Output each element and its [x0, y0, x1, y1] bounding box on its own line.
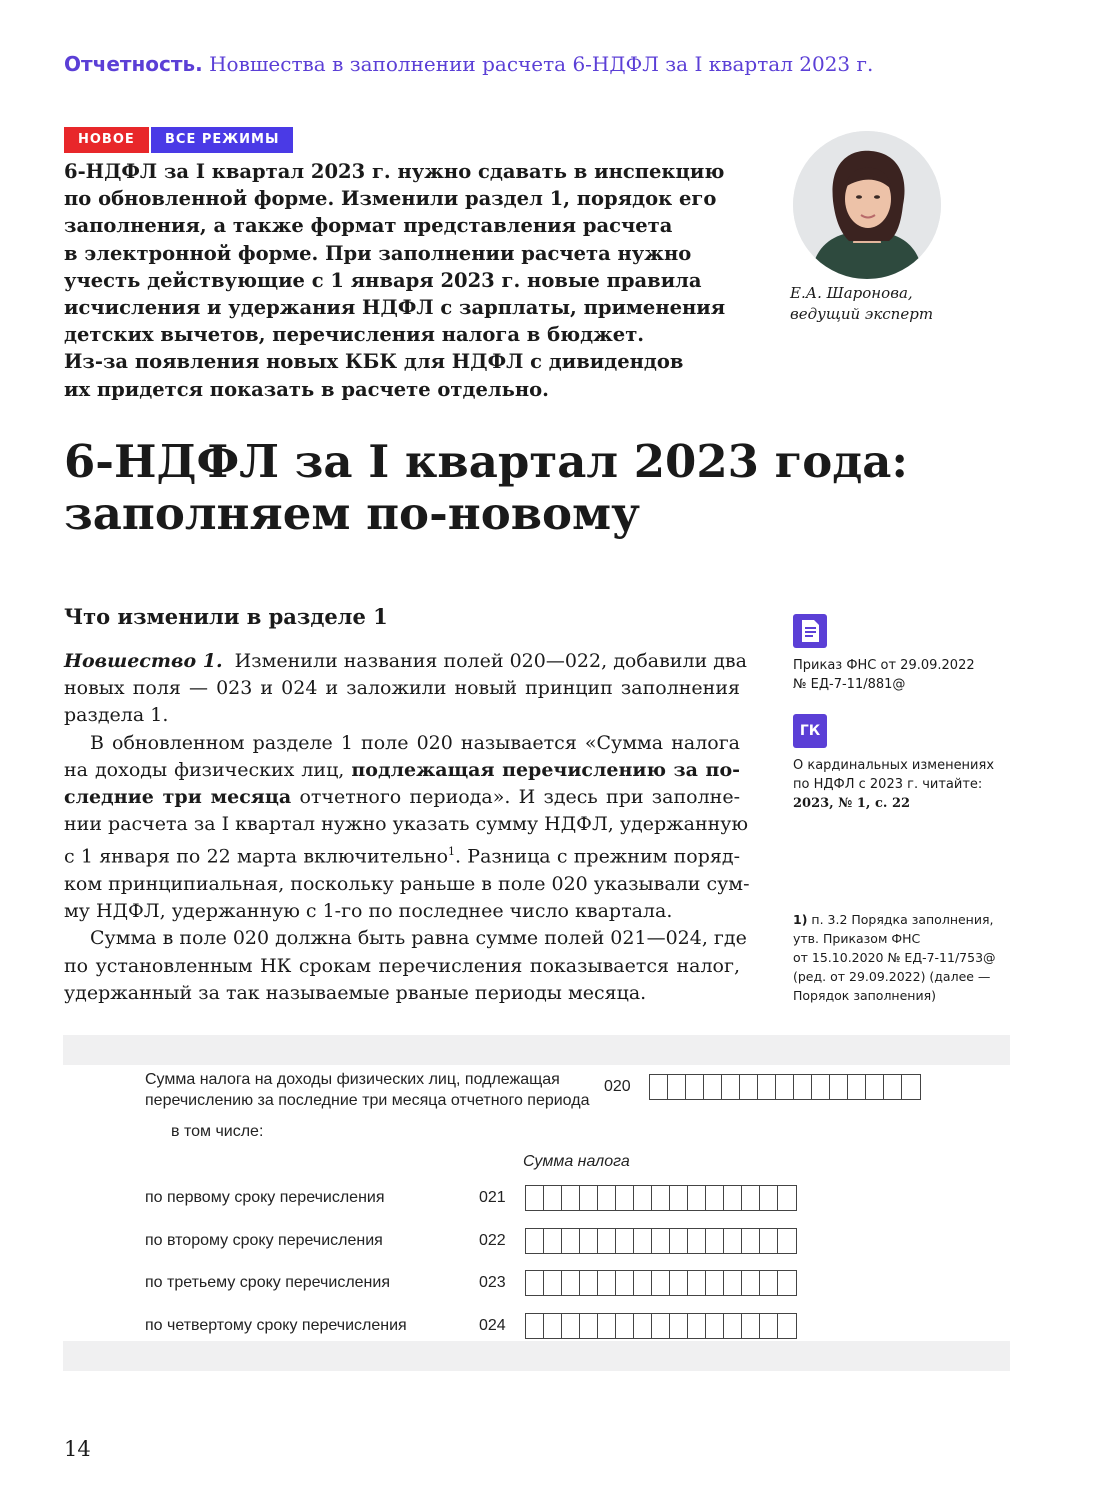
field-020-label: Сумма налога на доходы физических лиц, подлежащая перечислению за последние три месяца отчетного периода: [145, 1071, 590, 1109]
field-023-label: по третьему сроку перечисления: [145, 1274, 390, 1291]
author-portrait-icon: [793, 131, 941, 279]
title-line: заполняем по-новому: [64, 487, 640, 540]
lead-line: 6-НДФЛ за I квартал 2023 г. нужно сдавать в инспекцию: [64, 160, 725, 183]
field-023-cells: [525, 1270, 797, 1296]
page-number: 14: [64, 1437, 91, 1461]
field-023-code: 023: [479, 1274, 506, 1291]
body-line: по установленным НК срокам перечисления показывается налог,: [64, 954, 740, 977]
field-021-code: 021: [479, 1189, 506, 1206]
lead-line: детских вычетов, перечисления налога в бюджет.: [64, 323, 645, 347]
body-line: В обновленном разделе 1 поле 020 называется «Сумма налога: [90, 731, 740, 754]
novelty-label: Новшество 1.: [64, 650, 223, 672]
field-024-cells: [525, 1313, 797, 1339]
rubric-label: Отчетность.: [64, 52, 203, 76]
body-line: с 1 января по 22 марта включительно$^1$. Разница с прежним поряд-: [64, 845, 740, 868]
lead-line: их придется показать в расчете отдельно.: [64, 377, 549, 401]
lead-line: по обновленной форме. Изменили раздел 1, порядок его: [64, 187, 717, 211]
lead-line: в электронной форме. При заполнении расчета нужно: [64, 241, 692, 265]
body-line: нии расчета за I квартал нужно указать сумму НДФЛ, удержанную: [64, 813, 749, 836]
author-caption: [790, 283, 933, 325]
body-line: на доходы физических лиц, подлежащая перечислению за по-: [64, 758, 741, 781]
gk-icon: ГК: [793, 714, 827, 748]
rubric-text: Новшества в заполнении расчета 6-НДФЛ за I квартал 2023 г.: [209, 52, 874, 76]
section-heading: Что изменили в разделе 1: [64, 604, 388, 629]
field-021-label: по первому сроку перечисления: [145, 1189, 385, 1206]
lead-line: заполнения, а также формат представления расчета: [64, 214, 673, 238]
footnote-ref: 1: [448, 845, 456, 859]
body-line: Сумма в поле 020 должна быть равна сумме полей 021—024, где: [90, 927, 747, 950]
form-excerpt: [63, 1035, 1010, 1371]
lead-line: учесть действующие с 1 января 2023 г. новые правила: [64, 268, 702, 292]
footnote: 1) п. 3.2 Порядка заполнения, утв. Приказом ФНС от 15.10.2020 № ЕД-7-11/753@ (ред. от 29.09.2022) (далее — Порядок заполнения): [793, 912, 996, 1003]
author-photo: [793, 131, 941, 279]
document-icon: [793, 614, 827, 648]
body-line: следние три месяца отчетного периода». И здесь при заполне-: [64, 786, 741, 809]
tag-all-regimes: ВСЕ РЕЖИМЫ: [151, 127, 293, 153]
sidebar-order-ref: Приказ ФНС от 29.09.2022 № ЕД-7-11/881@: [793, 658, 975, 692]
field-022-cells: [525, 1228, 797, 1254]
body-line: раздела 1.: [64, 704, 169, 727]
body-line: Новшество 1. Изменили названия полей 020—022, добавили два: [64, 650, 747, 672]
lead-paragraph: [64, 158, 734, 403]
author-name: Е.А. Шаронова,: [790, 284, 913, 302]
column-header: Сумма налога: [523, 1153, 630, 1170]
author-role: ведущий эксперт: [790, 305, 934, 323]
article-title: [64, 436, 908, 540]
field-020-code: 020: [604, 1078, 631, 1095]
form-body: [63, 1065, 1010, 1341]
body-line: ком принципиальная, поскольку раньше в поле 020 указывали сум-: [64, 872, 750, 895]
body-line: новых поля — 023 и 024 и заложили новый принцип заполнения: [64, 677, 740, 700]
field-020-cells: [649, 1074, 921, 1100]
sidebar-gk-ref: О кардинальных изменениях по НДФЛ с 2023 г. читайте: 2023, № 1, с. 22: [793, 758, 995, 811]
lead-line: Из-за появления новых КБК для НДФЛ с дивидендов: [64, 350, 684, 374]
body-line: му НДФЛ, удержанную с 1-го по последнее число квартала.: [64, 900, 673, 923]
tag-new: НОВОЕ: [64, 127, 149, 153]
lead-line: исчисления и удержания НДФЛ с зарплаты, применения: [64, 296, 726, 320]
body-line: удержанный за так называемые рваные периоды месяца.: [64, 981, 647, 1004]
field-024-label: по четвертому сроку перечисления: [145, 1317, 407, 1334]
title-line: 6-НДФЛ за I квартал 2023 года:: [64, 435, 909, 488]
field-022-code: 022: [479, 1232, 506, 1249]
field-022-label: по второму сроку перечисления: [145, 1232, 383, 1249]
field-021-cells: [525, 1185, 797, 1211]
field-024-code: 024: [479, 1317, 506, 1334]
rubric: [64, 52, 873, 76]
article-body: [64, 648, 750, 1007]
including-label: в том числе:: [171, 1123, 264, 1140]
